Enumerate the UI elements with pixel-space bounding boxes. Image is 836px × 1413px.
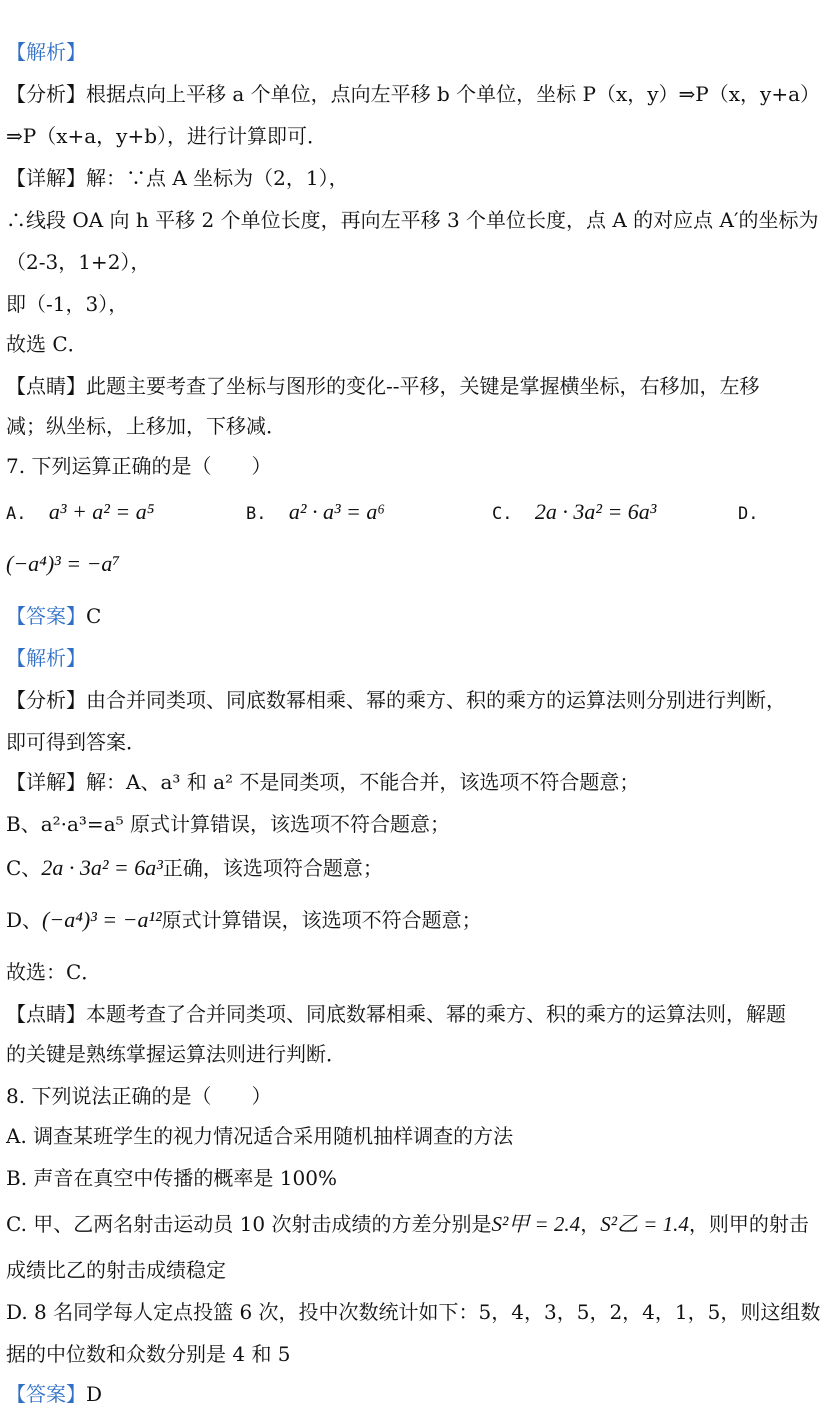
q7-option-c-label: C. — [492, 504, 513, 524]
dianjing-label: 【点睛】 — [6, 374, 86, 398]
fenxi-text: 根据点向上平移 a 个单位，点向左平移 b 个单位，坐标 P（x，y）⇒P（x，y+a） — [86, 82, 821, 106]
q7-xiangjie-d-suffix: 原式计算错误，该选项不符合题意； — [161, 908, 482, 932]
fenxi-label: 【分析】 — [6, 82, 86, 106]
q7-xiangjie-line-c — [6, 854, 830, 882]
q7-xiangjie-c-math: 2a · 3a² = 6a³ — [41, 855, 163, 880]
xiangjie-label: 【详解】 — [6, 166, 86, 190]
q7-stem: 7. 下列运算正确的是（ ） — [6, 454, 272, 478]
q7-dianjing-label: 【点睛】 — [6, 1002, 86, 1026]
q7-option-a — [6, 498, 154, 528]
q7-xiangjie-line-d — [6, 906, 830, 934]
q8-option-c-line-1 — [6, 1210, 830, 1238]
q7-jiexi-heading: 【解析】 — [6, 646, 86, 670]
q7-fenxi-line-2: 即可得到答案． — [6, 730, 146, 754]
q7-answer-line — [6, 602, 830, 630]
fenxi-line-2: ⇒P（x+a，y+b），进行计算即可． — [6, 124, 328, 148]
q8-option-c-tail: ，则甲的射击 — [688, 1212, 809, 1236]
jiexi-heading: 【解析】 — [6, 40, 86, 64]
q7-option-d-math: (−a⁴)³ = −a⁷ — [6, 551, 121, 576]
q8-stem: 8. 下列说法正确的是（ ） — [6, 1084, 272, 1108]
xiangjie-line-4: 即（-1，3）， — [6, 292, 129, 316]
q7-answer-value: C — [86, 604, 102, 628]
q7-answer-label: 【答案】 — [6, 604, 86, 628]
xiangjie-line-2: ∴线段 OA 向 h 平移 2 个单位长度，再向左平移 3 个单位长度，点 A 的对应点 A′的坐标为 — [6, 208, 819, 232]
q7-fenxi-line-1 — [6, 686, 830, 714]
q7-xiangjie-line-b: B、a²·a³=a⁵ 原式计算错误，该选项不符合题意； — [6, 812, 450, 836]
dianjing-text: 此题主要考查了坐标与图形的变化--平移，关键是掌握横坐标，右移加，左移 — [86, 374, 760, 398]
q8-option-a: A. 调查某班学生的视力情况适合采用随机抽样调查的方法 — [6, 1124, 514, 1148]
xiangjie-text: 解：∵点 A 坐标为（2，1）， — [86, 166, 349, 190]
q8-option-d-line-2: 据的中位数和众数分别是 4 和 5 — [6, 1342, 291, 1366]
q8-option-c-text: C. 甲、乙两名射击运动员 10 次射击成绩的方差分别是 — [6, 1212, 492, 1236]
q7-option-d-label: D. — [738, 504, 759, 524]
q7-xiangjie-a: 解：A、a³ 和 a² 不是同类项，不能合并，该选项不符合题意； — [86, 770, 640, 794]
q7-option-d-label-wrap — [738, 498, 758, 528]
q8-option-c-sep: ， — [580, 1212, 601, 1236]
q7-option-c — [492, 498, 656, 528]
q7-option-b-math: a² · a³ = a⁶ — [288, 499, 386, 524]
q7-option-d — [6, 550, 120, 578]
q7-dianjing-line-2: 的关键是熟练掌握运算法则进行判断． — [6, 1042, 346, 1066]
q7-xiangjie-label: 【详解】 — [6, 770, 86, 794]
q8-answer-value: D — [86, 1382, 103, 1406]
dianjing-line-2: 减；纵坐标，上移加，下移减． — [6, 414, 286, 438]
q8-answer-line — [6, 1380, 830, 1408]
q8-option-c-math-1: S²甲 = 2.4 — [491, 1212, 581, 1236]
xiangjie-line-3: （2-3，1+2）， — [6, 250, 151, 274]
q8-option-c-line-2: 成绩比乙的射击成绩稳定 — [6, 1258, 226, 1282]
q7-xiangjie-c-suffix: 正确，该选项符合题意； — [162, 856, 383, 880]
q8-answer-label: 【答案】 — [6, 1382, 86, 1406]
q7-xiangjie-d-math: (−a⁴)³ = −a¹² — [42, 907, 162, 932]
xiangjie-line-5: 故选 C． — [6, 332, 88, 356]
q7-dianjing-line-1 — [6, 1000, 830, 1028]
q8-option-d-line-1: D. 8 名同学每人定点投篮 6 次，投中次数统计如下：5，4，3，5，2，4，1，5，则这组数 — [6, 1300, 821, 1324]
q7-option-b — [246, 498, 385, 528]
q7-fenxi-label: 【分析】 — [6, 688, 86, 712]
xiangjie-line-1 — [6, 164, 830, 192]
q7-xiangjie-line-a — [6, 768, 830, 796]
q8-option-c-math-2: S²乙 = 1.4 — [600, 1212, 689, 1236]
q7-option-b-label: B. — [246, 504, 267, 524]
q7-xiangjie-c-prefix: C、 — [6, 856, 42, 880]
q7-xiangjie-d-prefix: D、 — [6, 908, 43, 932]
q8-option-b: B. 声音在真空中传播的概率是 100% — [6, 1166, 337, 1190]
q7-option-a-math: a³ + a² = a⁵ — [48, 499, 155, 524]
fenxi-line-1 — [6, 80, 830, 108]
q7-dianjing-text: 本题考查了合并同类项、同底数幂相乘、幂的乘方、积的乘方的运算法则，解题 — [86, 1002, 786, 1026]
q7-option-a-label: A. — [6, 504, 27, 524]
q7-fenxi-text: 由合并同类项、同底数幂相乘、幂的乘方、积的乘方的运算法则分别进行判断， — [86, 688, 786, 712]
dianjing-line-1 — [6, 372, 830, 400]
q7-option-c-math: 2a · 3a² = 6a³ — [534, 499, 657, 524]
q7-guxuan: 故选：C． — [6, 960, 102, 984]
